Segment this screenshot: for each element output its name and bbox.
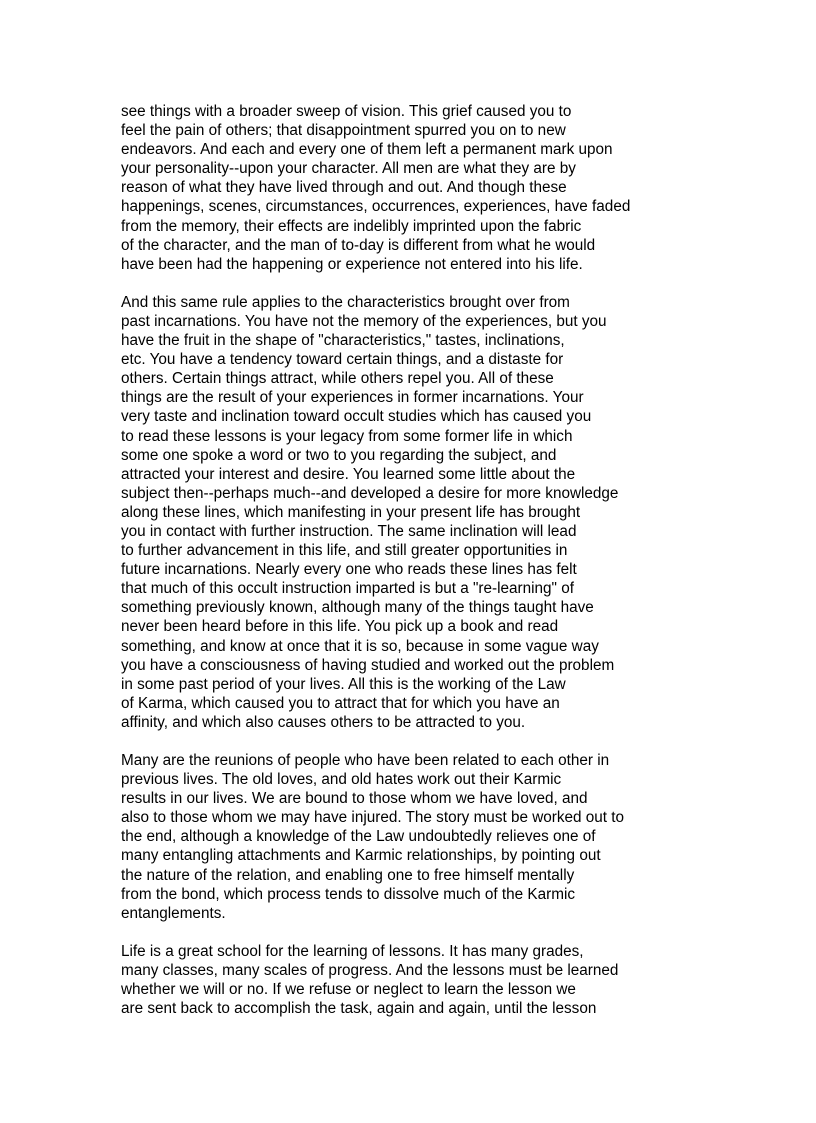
text-line: of Karma, which caused you to attract that for which you have an (121, 694, 560, 712)
text-line: some one spoke a word or two to you regarding the subject, and (121, 446, 557, 464)
text-line: along these lines, which manifesting in your present life has brought (121, 503, 581, 521)
text-line: that much of this occult instruction imparted is but a "re-learning" of (121, 580, 574, 598)
paragraph (121, 751, 721, 923)
text-line: And this same rule applies to the characteristics brought over from (121, 293, 570, 311)
text-line: the nature of the relation, and enabling one to free himself mentally (121, 866, 575, 884)
text-line: are sent back to accomplish the task, again and again, until the lesson (121, 1000, 597, 1018)
text-line: past incarnations. You have not the memory of the experiences, but you (121, 312, 607, 330)
text-line: have the fruit in the shape of "characteristics," tastes, inclinations, (121, 332, 565, 350)
text-line: to further advancement in this life, and still greater opportunities in (121, 542, 568, 560)
paragraph (121, 293, 721, 732)
text-line: something, and know at once that it is so, because in some vague way (121, 637, 599, 655)
text-line: of the character, and the man of to-day is different from what he would (121, 236, 596, 254)
text-line: reason of what they have lived through and out. And though these (121, 179, 567, 197)
text-line: the end, although a knowledge of the Law undoubtedly relieves one of (121, 828, 596, 846)
text-line: whether we will or no. If we refuse or neglect to learn the lesson we (121, 981, 576, 999)
text-line: many classes, many scales of progress. And the lessons must be learned (121, 961, 619, 979)
text-line: feel the pain of others; that disappointment spurred you on to new (121, 122, 566, 140)
text-line: subject then--perhaps much--and developed a desire for more knowledge (121, 484, 619, 502)
text-line: future incarnations. Nearly every one who reads these lines has felt (121, 561, 577, 579)
text-line: something previously known, although many of the things taught have (121, 599, 594, 617)
text-line: in some past period of your lives. All this is the working of the Law (121, 675, 566, 693)
text-line: very taste and inclination toward occult studies which has caused you (121, 408, 592, 426)
text-line: Life is a great school for the learning of lessons. It has many grades, (121, 942, 584, 960)
text-line: results in our lives. We are bound to those whom we have loved, and (121, 790, 588, 808)
text-line: affinity, and which also causes others to be attracted to you. (121, 713, 526, 731)
text-line: endeavors. And each and every one of them left a permanent mark upon (121, 141, 613, 159)
text-line: happenings, scenes, circumstances, occurrences, experiences, have faded (121, 198, 631, 216)
text-line: you in contact with further instruction. The same inclination will lead (121, 522, 577, 540)
text-line: entanglements. (121, 904, 226, 922)
text-line: attracted your interest and desire. You learned some little about the (121, 465, 576, 483)
text-line: many entangling attachments and Karmic relationships, by pointing out (121, 847, 601, 865)
text-line: from the memory, their effects are indelibly imprinted upon the fabric (121, 217, 582, 235)
text-line: others. Certain things attract, while others repel you. All of these (121, 370, 554, 388)
body-text (121, 102, 721, 1037)
text-line: see things with a broader sweep of vision. This grief caused you to (121, 103, 572, 120)
text-line: have been had the happening or experience not entered into his life. (121, 255, 583, 273)
text-line: things are the result of your experiences in former incarnations. Your (121, 389, 584, 407)
paragraph (121, 102, 721, 274)
text-line: etc. You have a tendency toward certain things, and a distaste for (121, 351, 564, 369)
text-line: you have a consciousness of having studied and worked out the problem (121, 656, 615, 674)
text-line: never been heard before in this life. You pick up a book and read (121, 618, 559, 636)
text-line: also to those whom we may have injured. The story must be worked out to (121, 809, 625, 827)
text-line: your personality--upon your character. All men are what they are by (121, 160, 576, 178)
text-line: Many are the reunions of people who have been related to each other in (121, 752, 610, 769)
text-line: to read these lessons is your legacy from some former life in which (121, 427, 573, 445)
text-line: from the bond, which process tends to dissolve much of the Karmic (121, 885, 576, 903)
text-line: previous lives. The old loves, and old hates work out their Karmic (121, 771, 562, 789)
paragraph (121, 942, 721, 1018)
